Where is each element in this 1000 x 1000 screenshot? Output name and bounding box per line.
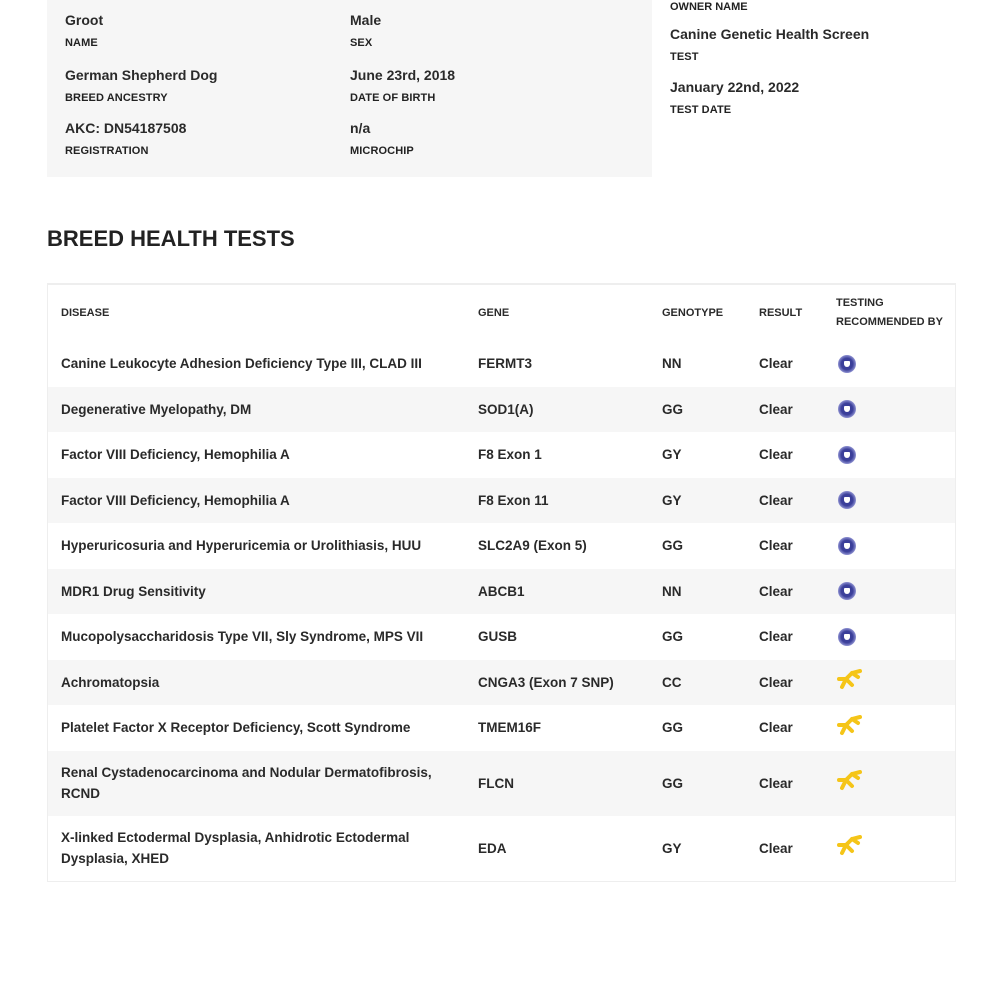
disease-cell: Factor VIII Deficiency, Hemophilia A — [61, 447, 290, 463]
gene-cell: SOD1(A) — [478, 401, 534, 417]
result-cell: Clear — [759, 583, 793, 599]
result-cell: Clear — [759, 401, 793, 417]
disease-cell: Mucopolysaccharidosis Type VII, Sly Syndrome, MPS VII — [61, 629, 424, 645]
disease-cell: Platelet Factor X Receptor Deficiency, Scott Syndrome — [61, 720, 411, 736]
result-cell: Clear — [759, 629, 793, 645]
disease-cell: Achromatopsia — [61, 674, 160, 690]
genotype-cell: GY — [662, 492, 682, 508]
genotype-cell: GG — [662, 538, 684, 554]
akc-seal-icon — [836, 628, 856, 646]
genotype-cell: GG — [662, 775, 684, 791]
akc-seal-icon — [836, 400, 856, 418]
akc-seal-icon — [836, 491, 856, 509]
genotype-cell: GG — [662, 401, 684, 417]
microchip-field: n/a MICROCHIP — [350, 120, 414, 157]
name-field: Groot NAME — [65, 12, 104, 49]
gene-cell: EDA — [478, 840, 507, 856]
sex-field: Male SEX — [350, 12, 382, 49]
genotype-cell: CC — [662, 674, 682, 690]
result-cell: Clear — [759, 775, 793, 791]
gene-cell: F8 Exon 1 — [478, 447, 542, 463]
table-row — [48, 478, 955, 524]
result-cell: Clear — [759, 538, 793, 554]
health-tests-table — [47, 283, 956, 882]
registration-field: AKC: DN54187508 REGISTRATION — [65, 120, 187, 157]
balloon-dog-icon — [836, 667, 864, 697]
akc-seal-icon — [836, 446, 856, 464]
table-row — [48, 341, 955, 387]
table-row — [48, 432, 955, 478]
dob-field: June 23rd, 2018 DATE OF BIRTH — [350, 67, 456, 104]
header-gene: GENE — [478, 306, 510, 319]
disease-cell: Renal Cystadenocarcinoma and Nodular Dermatofibrosis, RCND — [61, 765, 432, 801]
gene-cell: ABCB1 — [478, 583, 525, 599]
header-result: RESULT — [759, 306, 803, 319]
header-genotype: GENOTYPE — [662, 306, 724, 319]
gene-cell: CNGA3 (Exon 7 SNP) — [478, 674, 614, 690]
genotype-cell: GY — [662, 447, 682, 463]
table-row — [48, 816, 955, 881]
result-cell: Clear — [759, 840, 793, 856]
genotype-cell: NN — [662, 583, 682, 599]
genotype-cell: GY — [662, 840, 682, 856]
balloon-dog-icon — [836, 768, 864, 798]
header-disease: DISEASE — [61, 306, 110, 319]
dog-info-panel — [47, 0, 652, 177]
disease-cell: Canine Leukocyte Adhesion Deficiency Type III, CLAD III — [61, 356, 422, 372]
disease-cell: MDR1 Drug Sensitivity — [61, 583, 206, 599]
table-row — [48, 569, 955, 615]
table-header — [48, 285, 955, 341]
akc-seal-icon — [836, 355, 856, 373]
table-row — [48, 660, 955, 706]
header-recommended-by: TESTING RECOMMENDED BY — [836, 297, 943, 328]
gene-cell: SLC2A9 (Exon 5) — [478, 538, 587, 554]
result-cell: Clear — [759, 720, 793, 736]
gene-cell: GUSB — [478, 629, 518, 645]
table-row — [48, 705, 955, 751]
disease-cell: Degenerative Myelopathy, DM — [61, 401, 252, 417]
balloon-dog-icon — [836, 713, 864, 743]
table-row — [48, 523, 955, 569]
genotype-cell: GG — [662, 720, 684, 736]
gene-cell: TMEM16F — [478, 720, 542, 736]
test-field: Canine Genetic Health Screen TEST — [670, 26, 870, 63]
balloon-dog-icon — [836, 833, 864, 863]
result-cell: Clear — [759, 674, 793, 690]
disease-cell: Hyperuricosuria and Hyperuricemia or Urolithiasis, HUU — [61, 538, 422, 554]
section-title: BREED HEALTH TESTS — [47, 226, 295, 251]
result-cell: Clear — [759, 447, 793, 463]
gene-cell: FLCN — [478, 775, 514, 791]
result-cell: Clear — [759, 492, 793, 508]
genotype-cell: GG — [662, 629, 684, 645]
gene-cell: F8 Exon 11 — [478, 492, 549, 508]
result-cell: Clear — [759, 356, 793, 372]
akc-seal-icon — [836, 582, 856, 600]
test-date-field: January 22nd, 2022 TEST DATE — [670, 79, 800, 116]
disease-cell: Factor VIII Deficiency, Hemophilia A — [61, 492, 290, 508]
gene-cell: FERMT3 — [478, 356, 532, 372]
breed-field: German Shepherd Dog BREED ANCESTRY — [65, 67, 218, 104]
genotype-cell: NN — [662, 356, 682, 372]
table-row — [48, 387, 955, 433]
akc-seal-icon — [836, 537, 856, 555]
disease-cell: X-linked Ectodermal Dysplasia, Anhidrotic Ectodermal Dysplasia, XHED — [61, 830, 410, 866]
owner-name-label: OWNER NAME — [670, 1, 748, 13]
table-row — [48, 751, 955, 816]
table-row — [48, 614, 955, 660]
